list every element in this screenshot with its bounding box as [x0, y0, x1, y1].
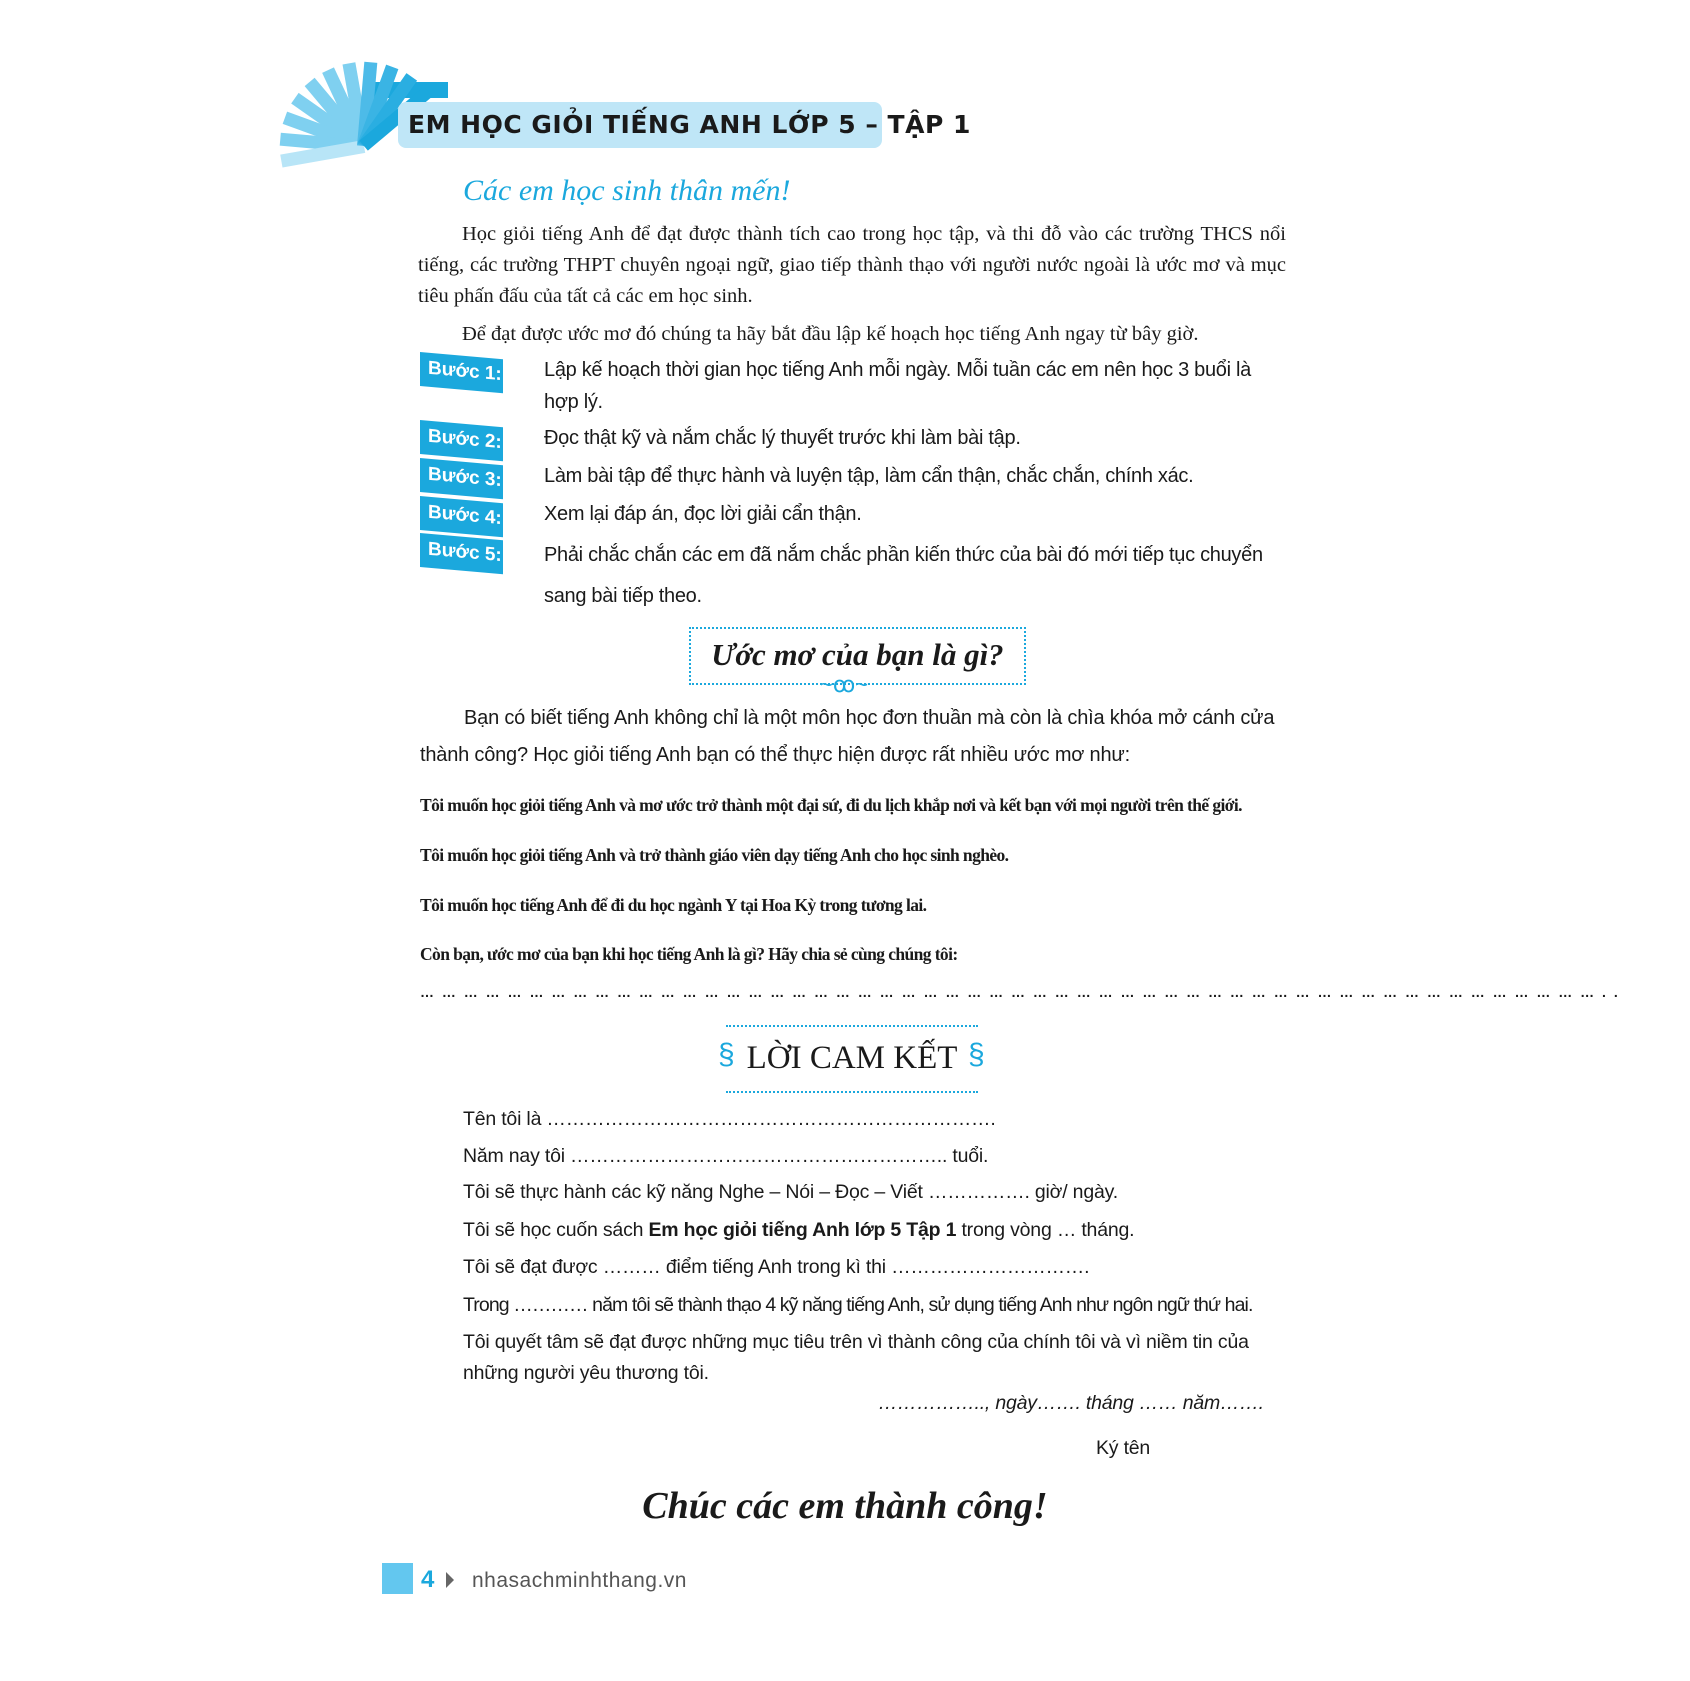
swirl-ornament-icon: ~ꝏ~: [820, 672, 869, 697]
step-text: Phải chắc chắn các em đã nắm chắc phần kiến thức của bài đó mới tiếp tục chuyển sang bài tiếp theo.: [544, 544, 1263, 607]
book-field[interactable]: [463, 1219, 1134, 1242]
book-prefix: Tôi sẽ học cuốn sách: [463, 1219, 649, 1241]
step-label: Bước 1:: [420, 352, 503, 393]
book-title: EM HỌC GIỎI TIẾNG ANH LỚP 5 – TẬP 1: [408, 110, 971, 139]
intro-paragraph-2: Để đạt được ước mơ đó chúng ta hãy bắt đầu lập kế hoạch học tiếng Anh ngay từ bây giờ.: [462, 323, 1199, 345]
age-field[interactable]: Năm nay tôi ………………………………………………….. tuổi.: [463, 1145, 989, 1167]
step-label: Bước 2:: [420, 420, 503, 461]
name-field[interactable]: Tên tôi là …………………………………………………………….: [463, 1108, 996, 1130]
years-field[interactable]: Trong ………… năm tôi sẽ thành thạo 4 kỹ năng tiếng Anh, sử dụng tiếng Anh như ngôn ngữ thứ hai.: [463, 1294, 1253, 1316]
step-label: Bước 5:: [420, 533, 503, 574]
arrow-icon: [446, 1572, 454, 1588]
closing-message: Chúc các em thành công!: [642, 1485, 1048, 1527]
step-text: Đọc thật kỹ và nắm chắc lý thuyết trước khi làm bài tập.: [544, 427, 1021, 449]
dream-heading: Ước mơ của bạn là gì?: [711, 637, 1004, 672]
wish-prompt: Còn bạn, ước mơ của bạn khi học tiếng Anh là gì? Hãy chia sẻ cùng chúng tôi:: [420, 944, 958, 964]
pledge-heading-box: [726, 1025, 978, 1093]
resolve-line: Tôi quyết tâm sẽ đạt được những mục tiêu trên vì thành công của chính tôi và vì niềm tin của: [463, 1331, 1249, 1353]
step-text: Xem lại đáp án, đọc lời giải cẩn thận.: [544, 503, 862, 525]
curl-ornament-icon: §: [718, 1038, 735, 1071]
curl-ornament-icon: §: [968, 1038, 985, 1071]
book-name: Em học giỏi tiếng Anh lớp 5 Tập 1: [648, 1219, 957, 1241]
page-number: 4: [421, 1566, 435, 1593]
step-label: Bước 3:: [420, 458, 503, 499]
website: nhasachminhthang.vn: [472, 1569, 687, 1592]
resolve-line: những người yêu thương tôi.: [463, 1362, 709, 1384]
wish-line: Tôi muốn học giỏi tiếng Anh và trở thành giáo viên dạy tiếng Anh cho học sinh nghèo.: [420, 845, 1009, 865]
date-field[interactable]: …………….., ngày……. tháng …… năm…….: [878, 1392, 1264, 1414]
step-text: Lập kế hoạch thời gian học tiếng Anh mỗi ngày. Mỗi tuần các em nên học 3 buổi là hợp lý.: [544, 359, 1251, 413]
practice-field[interactable]: Tôi sẽ thực hành các kỹ năng Nghe – Nói – Đọc – Viết ……………. giờ/ ngày.: [463, 1181, 1118, 1203]
step-text: Làm bài tập để thực hành và luyện tập, làm cẩn thận, chắc chắn, chính xác.: [544, 465, 1194, 487]
wish-line: Tôi muốn học tiếng Anh để đi du học ngành Y tại Hoa Kỳ trong tương lai.: [420, 895, 927, 915]
intro-paragraph: Học giỏi tiếng Anh để đạt được thành tích cao trong học tập, và thi đỗ vào các trường THCS nổi tiếng, các trường THPT chuyên ngoại ngữ, giao tiếp thành thạo với người nước ngoài là ước mơ và mục tiêu phấn đấu của tất cả các em học sinh.: [418, 223, 1286, 307]
signature-label: Ký tên: [1096, 1437, 1151, 1459]
wish-line: Tôi muốn học giỏi tiếng Anh và mơ ước trở thành một đại sứ, đi du lịch khắp nơi và kết bạn với mọi người trên thế giới.: [420, 795, 1242, 815]
answer-line[interactable]: … … … … … … … … … … … … … … … … … … … … … … … … … … … … … … … … … … … … … … … … … … … … … … … … … … … … … … . .: [420, 984, 1620, 1000]
page-marker-icon: [382, 1563, 413, 1594]
score-field[interactable]: Tôi sẽ đạt được ……… điểm tiếng Anh trong kì thi ………………………….: [463, 1256, 1090, 1278]
pledge-heading: LỜI CAM KẾT: [746, 1040, 958, 1076]
greeting: Các em học sinh thân mến!: [463, 174, 791, 207]
book-suffix: trong vòng … tháng.: [956, 1219, 1135, 1241]
step-label: Bước 4:: [420, 496, 503, 537]
dream-paragraph: Bạn có biết tiếng Anh không chỉ là một môn học đơn thuần mà còn là chìa khóa mở cánh cửa thành công? Học giỏi tiếng Anh bạn có thể thực hiện được rất nhiều ước mơ như:: [420, 707, 1275, 766]
